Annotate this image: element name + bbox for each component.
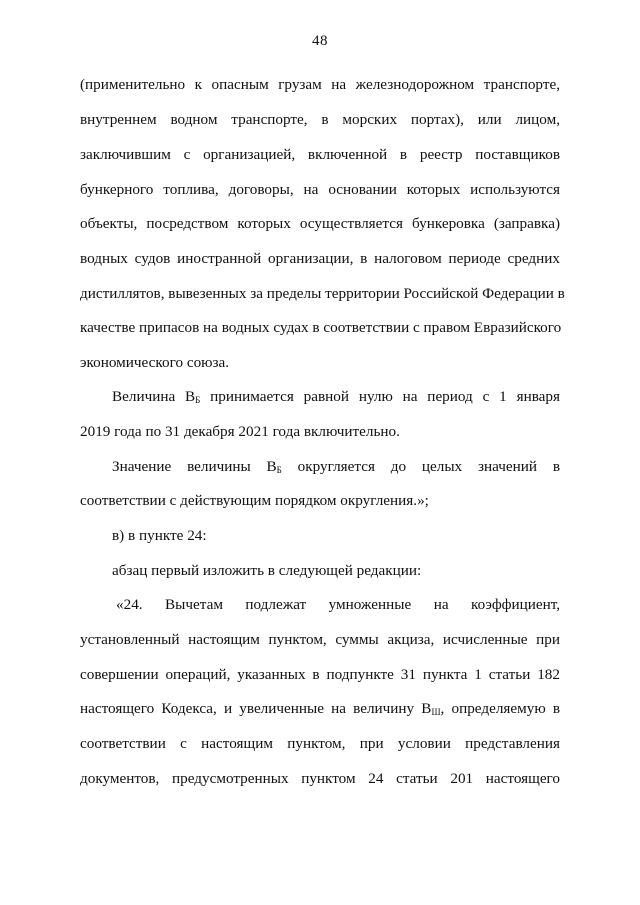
text-line: внутреннем водном транспорте, в морских портах), или лицом, xyxy=(80,111,560,128)
text-line: дистиллятов, вывезенных за пределы территории Российской Федерации в xyxy=(80,285,565,302)
text-line: (применительно к опасным грузам на железнодорожном транспорте, xyxy=(80,76,560,93)
text-fragment: округляется до целых значений в xyxy=(281,458,560,475)
text-fragment: принимается равной нулю на период с 1 января xyxy=(200,388,560,405)
text-line: качестве припасов на водных судах в соответствии с правом Евразийского xyxy=(80,319,562,336)
text-fragment: настоящего Кодекса, и увеличенные на величину В xyxy=(80,700,432,717)
text-line: соответствии с настоящим пунктом, при условии представления xyxy=(80,735,560,752)
text-line: 2019 года по 31 декабря 2021 года включительно. xyxy=(80,423,400,440)
text-line: объекты, посредством которых осуществляется бункеровка (заправка) xyxy=(80,215,560,232)
subscript: Б xyxy=(276,465,282,475)
subscript: Б xyxy=(195,395,201,405)
text-line: совершении операций, указанных в подпункте 31 пункта 1 статьи 182 xyxy=(80,666,560,683)
text-line xyxy=(112,387,560,407)
text-fragment: Величина В xyxy=(112,388,196,405)
text-line: «24. Вычетам подлежат умноженные на коэффициент, xyxy=(116,596,560,613)
text-line: абзац первый изложить в следующей редакции: xyxy=(112,562,422,579)
text-line: документов, предусмотренных пунктом 24 статьи 201 настоящего xyxy=(80,770,560,787)
text-line: в) в пункте 24: xyxy=(112,527,207,544)
text-line: соответствии с действующим порядком округления.»; xyxy=(80,492,429,509)
text-fragment: Значение величины В xyxy=(112,458,277,475)
subscript: Ш xyxy=(431,707,441,717)
page-number: 48 xyxy=(312,33,328,49)
text-line xyxy=(80,699,560,719)
text-line: экономического союза. xyxy=(80,354,230,371)
text-line xyxy=(112,457,560,477)
text-line: заключившим с организацией, включенной в реестр поставщиков xyxy=(80,146,560,163)
text-line: установленный настоящим пунктом, суммы акциза, исчисленные при xyxy=(80,631,560,648)
text-line: бункерного топлива, договоры, на основании которых используются xyxy=(80,181,560,198)
text-line: водных судов иностранной организации, в налоговом периоде средних xyxy=(80,250,560,267)
text-fragment: , определяемую в xyxy=(440,700,560,717)
